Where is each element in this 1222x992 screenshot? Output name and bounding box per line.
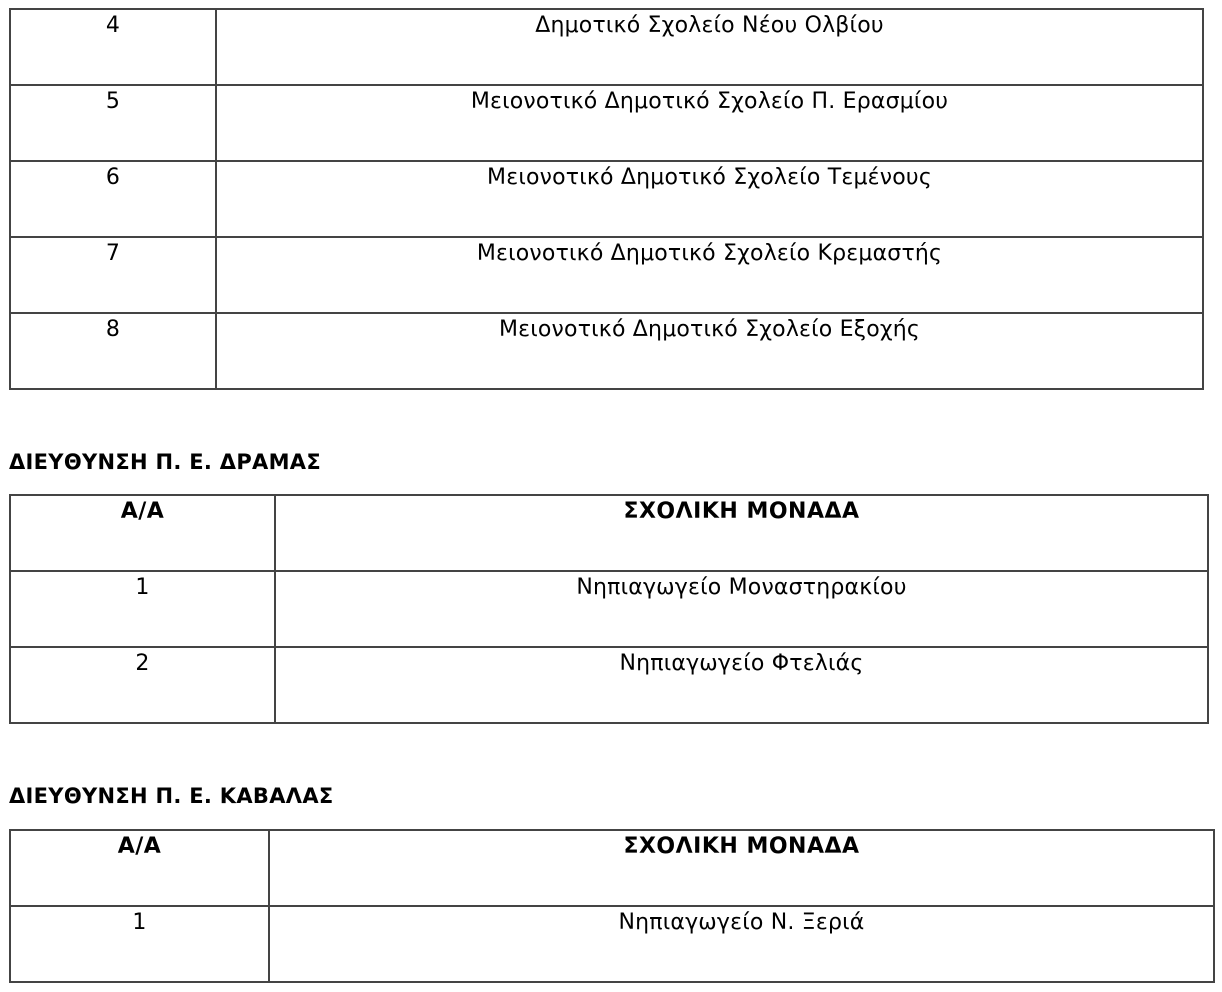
table-header-row [10, 495, 1208, 571]
row-number: 1 [10, 906, 269, 982]
row-number: 2 [10, 647, 275, 723]
school-name: Μειονοτικό Δημοτικό Σχολείο Εξοχής [216, 313, 1203, 389]
schools-table-kavala [9, 829, 1215, 983]
school-name: Νηπιαγωγείο Φτελιάς [275, 647, 1208, 723]
table-header-row [10, 830, 1214, 906]
row-number: 1 [10, 571, 275, 647]
table-row [10, 237, 1203, 313]
schools-table-continued [9, 8, 1204, 390]
table-row [10, 313, 1203, 389]
table-row [10, 906, 1214, 982]
school-name: Νηπιαγωγείο Μοναστηρακίου [275, 571, 1208, 647]
table-row [10, 571, 1208, 647]
row-number: 5 [10, 85, 216, 161]
schools-table-drama [9, 494, 1209, 724]
school-name: Μειονοτικό Δημοτικό Σχολείο Π. Ερασμίου [216, 85, 1203, 161]
table-row [10, 9, 1203, 85]
section-heading-kavala: ΔΙΕΥΘΥΝΣΗ Π. Ε. ΚΑΒΑΛΑΣ [9, 784, 334, 808]
school-name: Δημοτικό Σχολείο Νέου Ολβίου [216, 9, 1203, 85]
table-row [10, 85, 1203, 161]
row-number: 6 [10, 161, 216, 237]
school-name: Μειονοτικό Δημοτικό Σχολείο Τεμένους [216, 161, 1203, 237]
row-number: 8 [10, 313, 216, 389]
column-header-aa: Α/Α [10, 495, 275, 571]
section-heading-drama: ΔΙΕΥΘΥΝΣΗ Π. Ε. ΔΡΑΜΑΣ [9, 450, 321, 474]
school-name: Νηπιαγωγείο Ν. Ξεριά [269, 906, 1214, 982]
row-number: 4 [10, 9, 216, 85]
column-header-aa: Α/Α [10, 830, 269, 906]
school-name: Μειονοτικό Δημοτικό Σχολείο Κρεμαστής [216, 237, 1203, 313]
table-row [10, 161, 1203, 237]
column-header-school: ΣΧΟΛΙΚΗ ΜΟΝΑΔΑ [269, 830, 1214, 906]
row-number: 7 [10, 237, 216, 313]
column-header-school: ΣΧΟΛΙΚΗ ΜΟΝΑΔΑ [275, 495, 1208, 571]
table-row [10, 647, 1208, 723]
